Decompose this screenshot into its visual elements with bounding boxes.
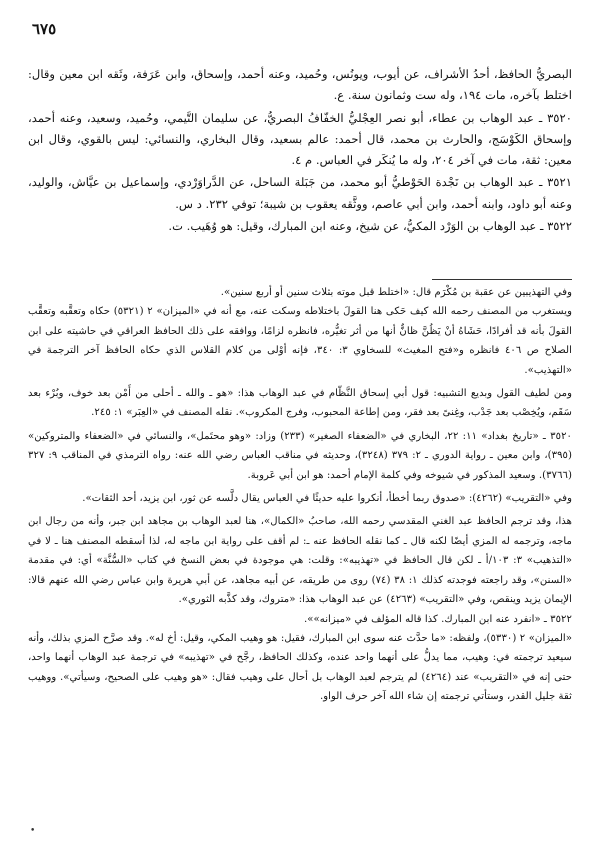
entry-3522: ٣٥٢٢ ـ عبد الوهاب بن الوَرْد المكيُّ، عن شيخ، وعنه ابن المبارك، وقيل: هو وُهَيب. ت. <box>168 219 572 234</box>
note-paragraph-2: ويستغرب من المصنف رحمه الله كيف حَكى هنا القولَ باختلاطه وسكت عنه، مع أنه في «الميزان» ٢ (٥٣٢١) حكاه وتعقَّبه وتعقَّب القولَ بأنه قد أفرادًا، حَشَاهُ أنْ يَظُنَّ ظانٌّ أنها من أثر تغيُّره، فانظره لزامًا، ووافقه على ذلك الحافظ العراقي في حاشيته على ابن الصلاح ص ٤٠٦ فانظره و«فتح المغيث» للسخاوي ٣: ٣٤٠، فإنه أوْلى من كلام القلاس الذي حكاه الحافظ آخر الترجمة في «التهذيب». <box>28 306 572 376</box>
note-paragraph-1: وفي التهذيبين عن عقبة بن مُكْرَم قال: «اختلط قبل موته بثلاث سنين أو أربع سنين». <box>220 287 572 298</box>
footnote-divider <box>432 279 572 280</box>
entry-3519-continuation: البصريُّ الحافظ، أحدُ الأشراف، عن أيوب، ويونُس، وحُميد، وعنه أحمد، وإسحاق، وابن عَرَفة، وثَقه ابن معين وقال: اختلط بآخره، مات ١٩٤، وله ست وثمانون سنة. ع. <box>28 67 572 103</box>
entry-3521: ٣٥٢١ ـ عبد الوهاب بن نَجْدة الحَوْطيُّ أبو محمد، من جَبَلة الساحل، عن الدَّراوَرْدي، وإسماعيل بن عيَّاش، والوليد، وعنه أبو داود، وابنه أحمد، وابن أبي عاصم، ووثَّقه يعقوب بن شيبة؛ توفي ٢٣٢. د س. <box>28 175 572 211</box>
note-paragraph-3: ومن لطيف القول وبديع التشبيه: قول أبي إسحاق النَّظّام في عبد الوهاب هذا: «هو ـ والله ـ أحلى من أَمْن بعد خوف، وبُرْء بعد سَقَم، ويُخِصْب بعد جَدْب، وغِنىً بعد فقر، ومن إطاعة المحبوب، وفرج المكروب». نقله المصنف في «العِبَر» ١: ٢٤٥. <box>28 388 572 419</box>
entry-3520: ٣٥٢٠ ـ عبد الوهاب بن عطاء، أبو نصر العِجْليُّ الخفّافُ البصريُّ، عن سليمان التَّيمي، وحُميد، وسعيد، وعنه أحمد، وإسحاق الكَوْسَج، والحارث بن محمد، قال أحمد: عالم بسعيد، وقال البخاري، والنسائي: ليس بالقوي، وقال ابن معين: ثقة، مات في آخر ٢٠٤، وله ما يُنكَر في العباس. م ٤. <box>28 110 572 168</box>
note-paragraph-7: ٣٥٢٢ ـ «انفرد عنه ابن المبارك. كذا قاله المؤلف في «ميزانه»». <box>304 613 572 625</box>
note-paragraph-5: وفي «التقريب» (٤٢٦٢): «صدوق ربما أخطأ، أنكروا عليه حديثًا في العباس يقال دلَّسه عن ثور، ابن يزيد، أحد الثقات». <box>82 493 572 505</box>
note-paragraph-8: «الميزان» ٢ (٥٣٣٠)، ولفظه: «ما حدَّث عنه سوى ابن المبارك، فقيل: هو وهيب المكي، وقيل: أخ له». وقد صرَّح المزي بذلك، وأنه سيعيد ترجمته في: وهيب، مما يدلُّ على أنهما واحد عنده، وكذلك الحافظ، رجَّح في «تهذيبه» في ترجمة عبد الوهاب أنهما واحد، حتى إنه في «التقريب» عند (٤٢٦٤) لم يترجم لعبد الوهاب بل أحال على وهيب فقال: «هو وهيب على الصحيح، وسيأتي». ووهيب ثقة جليل القدر، وستأتي ترجمته إن شاء الله آخر حرف الواو. <box>28 632 573 703</box>
note-paragraph-4: ٣٥٢٠ ـ «تاريخ بغداد» ١١: ٢٢، البخاري في «الضعفاء الصغير» (٢٣٣) وزاد: «وهو محتَمل»، والنسائي في «الضعفاء والمتروكين» (٣٩٥)، وابن معين ـ رواية الدوري ـ ٢: ٣٧٩ (٣٢٤٨)، وحديثه في مناقب العباس رضي الله عنه: رواه الترمذي في المناقب ٩: ٣٢٧ (٣٧٦٦). وسعيد المذكور في شيوخه وفي كلمة الإمام أحمد: هو ابن أبي عَروبة. <box>28 430 573 481</box>
note-paragraph-6: هذا، وقد ترجم الحافظ عبد الغني المقدسي رحمه الله، صاحبُ «الكمال»، هنا لعبد الوهاب بن مجاهد ابن جبر، وأنه من رجال ابن ماجه، وترجمه له المزي أيضًا لكنه قال ـ كما نقله الحافظ عنه ـ: لم أقف على رواية ابن ماجه له، لذا أسقطه المصنف هنا ـ لا في «التذهيب» ٣: ١٠٣/أ ـ لكن قال الحافظ في «تهذيبه»: وقلت: هي موجودة في بعض النسخ في كتاب «السُّنَّة» أي: في مقدمة «السنن»، وقد راجعته فوجدته كذلك ١: ٣٨ (٧٤) روى من طريقه، عن أبيه مجاهد، عن أبي هريرة وابن عباس رضي الله عنهم قالا: الإيمان يزيد وينقص، وفي «التقريب» (٤٢٦٣) عن عبد الوهاب هذا: «متروك، وقد كذَّبه الثوري». <box>28 516 573 606</box>
corner-mark: • <box>30 826 36 836</box>
footnotes <box>28 283 572 707</box>
main-text <box>28 64 572 237</box>
page-number: ٦٧٥ <box>32 20 57 38</box>
